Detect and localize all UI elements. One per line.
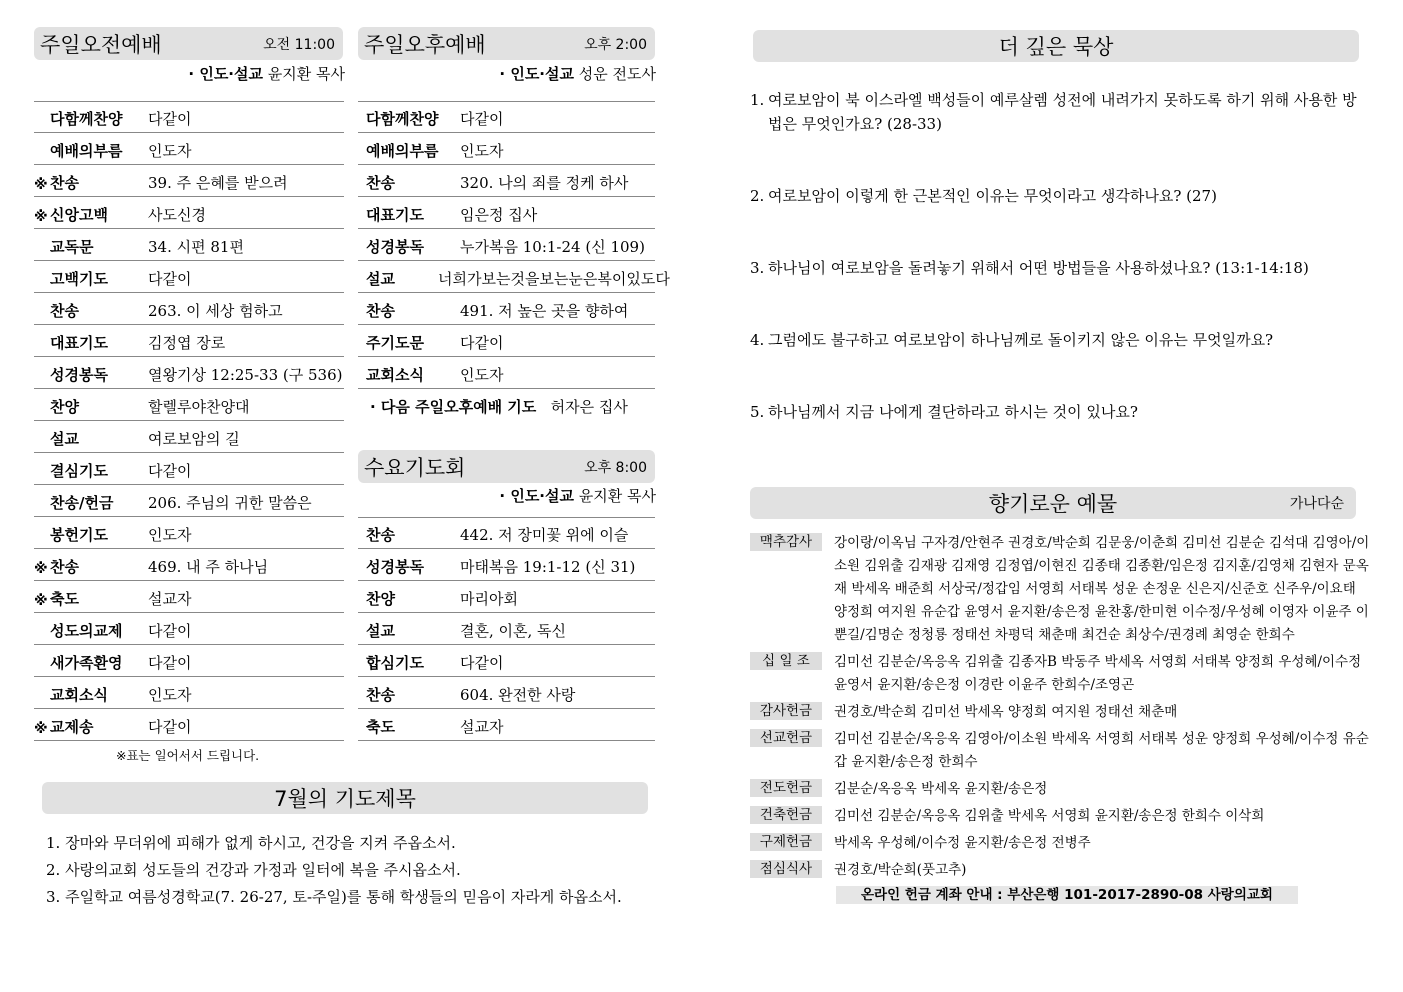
meditation-questions	[750, 88, 1366, 472]
offering-label: 건축헌금	[750, 806, 822, 824]
am_service-value: 사도신경	[148, 206, 206, 224]
am_service-value: 469. 내 주 하나님	[148, 558, 269, 576]
am_service-row	[34, 677, 344, 709]
am_service-label	[34, 204, 146, 225]
offering-label: 선교헌금	[750, 729, 822, 747]
prayer-item: 3. 주일학교 여름성경학교(7. 26-27, 토-주일)를 통해 학생들의 믿음이 자라게 하옵소서.	[46, 888, 622, 906]
am_service-row	[34, 229, 344, 261]
wed-service-leader	[460, 485, 656, 506]
pm_service-value: 491. 저 높은 곳을 향하여	[460, 302, 629, 320]
am_service-row	[34, 325, 344, 357]
pm_service-label-text: 찬송	[366, 174, 395, 192]
offering-label: 구제헌금	[750, 833, 822, 851]
pm_service-row	[358, 229, 655, 261]
am_service-label	[34, 364, 146, 385]
offering-row	[750, 651, 1370, 697]
pm_service-label	[358, 204, 458, 225]
pm_service-value: 다같이	[460, 334, 504, 352]
pm_service-label	[358, 172, 458, 193]
pm-next-label: · 다음 주일오후예배 기도	[370, 398, 537, 416]
pm-leader-name: 성운 전도사	[578, 65, 656, 83]
pm_service-value: 임은정 집사	[460, 206, 538, 224]
am_service-label-text: 새가족환영	[50, 654, 123, 672]
pm-service-header	[358, 27, 655, 60]
pm_service-label-text: 성경봉독	[366, 238, 424, 256]
pm_service-row	[358, 293, 655, 325]
pm-next-prayer	[370, 396, 640, 417]
wed_service-value: 마태복음 19:1-12 (신 31)	[460, 558, 636, 576]
am_service-label-text: 예배의부름	[50, 142, 123, 160]
meditation-question	[750, 256, 1366, 280]
offering-order-note: 가나다순	[1289, 496, 1344, 512]
am_service-label-text: 찬송	[50, 302, 79, 320]
am_service-value: 설교자	[148, 590, 192, 608]
am-leader-label: · 인도·설교	[188, 65, 263, 83]
am_service-row	[34, 485, 344, 517]
am_service-label-text: 찬송/헌금	[50, 494, 114, 512]
meditation-question	[750, 328, 1366, 352]
am_service-value: 인도자	[148, 686, 192, 704]
offering-names: 김미선 김분순/옥응옥 김위출 박세옥 서영희 윤지환/송은정 한희수 이삭희	[834, 808, 1265, 824]
pm_service-value: 누가복음 10:1-24 (신 109)	[460, 238, 645, 256]
am_service-standing-mark: ※	[34, 561, 48, 577]
am_service-label	[34, 492, 146, 513]
am_service-standing-mark: ※	[34, 721, 48, 737]
wed_service-value: 다같이	[460, 654, 504, 672]
am_service-label	[34, 620, 146, 641]
pm_service-value: 너희가보는것을보는눈은복이있도다	[438, 270, 670, 288]
am_service-row	[34, 549, 344, 581]
am_service-label	[34, 524, 146, 545]
pm_service-label	[358, 108, 458, 129]
wed_service-label-text: 성경봉독	[366, 558, 424, 576]
am_service-label-text: 교독문	[50, 238, 94, 256]
offering-names: 김미선 김분순/옥응옥 김위출 김종자B 박동주 박세옥 서영희 서태복 양정희 우성혜/이수정 윤영서 윤지환/송은정 이경란 이윤주 한희수/조영곤	[834, 654, 1362, 693]
am_service-row	[34, 261, 344, 293]
am_service-label	[34, 428, 146, 449]
am_service-row	[34, 165, 344, 197]
am_service-label-text: 찬송	[50, 174, 79, 192]
wed-leader-name: 윤지환 목사	[578, 487, 656, 505]
wed_service-row	[358, 549, 655, 581]
am-service-header	[34, 27, 343, 60]
am_service-value: 263. 이 세상 험하고	[148, 302, 283, 320]
wed_service-row	[358, 517, 655, 549]
question-number: 5.	[750, 403, 765, 421]
offering-list	[750, 532, 1370, 886]
am_service-row	[34, 613, 344, 645]
wed_service-label	[358, 524, 458, 545]
pm_service-row	[358, 261, 670, 293]
prayer-item: 2. 사랑의교회 성도들의 건강과 가정과 일터에 복을 주시옵소서.	[46, 861, 461, 879]
am_service-label	[34, 332, 146, 353]
offering-row	[750, 532, 1370, 647]
am_service-label-text: 봉헌기도	[50, 526, 108, 544]
wed_service-value: 마리아회	[460, 590, 518, 608]
wed-service-order	[358, 517, 655, 741]
am_service-row	[34, 709, 344, 741]
am_service-value: 다같이	[148, 654, 192, 672]
wed_service-label	[358, 684, 458, 705]
am_service-label	[34, 236, 146, 257]
wed_service-row	[358, 709, 655, 741]
offering-names: 김분순/옥응옥 박세옥 윤지환/송은정	[834, 781, 1048, 797]
am_service-row	[34, 421, 344, 453]
wed_service-label	[358, 620, 458, 641]
offering-account: 온라인 헌금 계좌 안내 : 부산은행 101-2017-2890-08 사랑의교회	[836, 886, 1298, 904]
prayer-list	[46, 830, 666, 911]
wed_service-value: 442. 저 장미꽃 위에 이슬	[460, 526, 629, 544]
pm-service-title: 주일오후예배	[364, 32, 486, 57]
pm-service-time: 오후 2:00	[584, 36, 647, 53]
prayer-header: 7월의 기도제목	[42, 782, 648, 814]
pm_service-label	[358, 268, 436, 289]
pm_service-label	[358, 140, 458, 161]
pm_service-label	[358, 236, 458, 257]
meditation-question	[750, 88, 1366, 136]
wed_service-row	[358, 613, 655, 645]
meditation-question	[750, 400, 1366, 424]
am_service-row	[34, 197, 344, 229]
am_service-value: 김정엽 장로	[148, 334, 226, 352]
pm_service-row	[358, 197, 655, 229]
wed_service-label-text: 찬송	[366, 526, 395, 544]
prayer-item: 1. 장마와 무더위에 피해가 없게 하시고, 건강을 지켜 주옵소서.	[46, 834, 456, 852]
am_service-label-text: 성도의교제	[50, 622, 123, 640]
am_service-row	[34, 133, 344, 165]
am_service-label-text: 고백기도	[50, 270, 108, 288]
am_service-value: 다같이	[148, 110, 192, 128]
wed_service-label	[358, 556, 458, 577]
offering-label: 전도헌금	[750, 779, 822, 797]
am-leader-name: 윤지환 목사	[267, 65, 345, 83]
pm_service-label-text: 찬송	[366, 302, 395, 320]
question-text: 하나님께서 지금 나에게 결단하라고 하시는 것이 있나요?	[768, 403, 1138, 421]
am_service-value: 다같이	[148, 622, 192, 640]
am-service-time: 오전 11:00	[263, 36, 335, 53]
am_service-row	[34, 101, 344, 133]
am_service-label-text: 다함께찬양	[50, 110, 123, 128]
pm_service-value: 다같이	[460, 110, 504, 128]
pm_service-label-text: 주기도문	[366, 334, 424, 352]
am_service-label-text: 신앙고백	[50, 206, 108, 224]
wed_service-value: 결혼, 이혼, 독신	[460, 622, 567, 640]
am_service-value: 206. 주님의 귀한 말씀은	[148, 494, 312, 512]
am_service-value: 인도자	[148, 526, 192, 544]
am_service-value: 인도자	[148, 142, 192, 160]
pm_service-label-text: 예배의부름	[366, 142, 439, 160]
am_service-label	[34, 268, 146, 289]
offering-label: 맥추감사	[750, 533, 822, 551]
am_service-label	[34, 652, 146, 673]
question-text: 그럼에도 불구하고 여로보암이 하나님께로 돌이키지 않은 이유는 무엇일까요?	[768, 331, 1274, 349]
am_service-label-text: 교회소식	[50, 686, 108, 704]
pm_service-row	[358, 133, 655, 165]
am-service-title: 주일오전예배	[40, 32, 162, 57]
am_service-label-text: 설교	[50, 430, 79, 448]
am_service-label	[34, 396, 146, 417]
offering-row	[750, 805, 1370, 828]
wed_service-row	[358, 677, 655, 709]
pm_service-row	[358, 325, 655, 357]
am_service-label	[34, 460, 146, 481]
am_service-row	[34, 293, 344, 325]
am_service-label	[34, 172, 146, 193]
am_service-value: 다같이	[148, 462, 192, 480]
am-service-note: ※표는 일어서서 드립니다.	[116, 748, 260, 763]
am_service-row	[34, 517, 344, 549]
wed_service-row	[358, 581, 655, 613]
offering-names: 권경호/박순희 김미선 박세옥 양정희 여지원 정태선 채춘매	[834, 704, 1178, 720]
am_service-label	[34, 588, 146, 609]
am_service-label-text: 찬송	[50, 558, 79, 576]
am_service-label-text: 축도	[50, 590, 79, 608]
pm_service-label	[358, 332, 458, 353]
offering-title: 향기로운 예물	[988, 492, 1118, 516]
am_service-label-text: 대표기도	[50, 334, 108, 352]
am_service-row	[34, 389, 344, 421]
am_service-value: 다같이	[148, 718, 192, 736]
am_service-standing-mark: ※	[34, 209, 48, 225]
wed_service-label-text: 합심기도	[366, 654, 424, 672]
offering-label: 십 일 조	[750, 652, 822, 670]
am_service-label-text: 성경봉독	[50, 366, 108, 384]
question-text: 하나님이 여로보암을 돌려놓기 위해서 어떤 방법들을 사용하셨나요? (13:1-14:18)	[768, 259, 1309, 277]
wed_service-label-text: 설교	[366, 622, 395, 640]
am_service-row	[34, 581, 344, 613]
question-number: 1.	[750, 91, 765, 109]
wed_service-label-text: 찬송	[366, 686, 395, 704]
am_service-label	[34, 108, 146, 129]
wed_service-label	[358, 588, 458, 609]
pm_service-row	[358, 357, 655, 389]
offering-row	[750, 701, 1370, 724]
am_service-label-text: 찬양	[50, 398, 79, 416]
offering-row	[750, 728, 1370, 774]
am_service-row	[34, 645, 344, 677]
offering-header	[750, 487, 1356, 519]
pm-service-leader	[460, 63, 656, 84]
wed_service-row	[358, 645, 655, 677]
pm_service-label	[358, 364, 458, 385]
wed_service-label	[358, 716, 458, 737]
am_service-label	[34, 556, 146, 577]
offering-names: 김미선 김분순/옥응옥 김영아/이소원 박세옥 서영희 서태복 성운 양정희 우성혜/이수정 유순갑 윤지환/송은정 한희수	[834, 731, 1369, 770]
meditation-header: 더 깊은 묵상	[753, 30, 1359, 62]
am-service-leader	[150, 63, 345, 84]
offering-label: 감사헌금	[750, 702, 822, 720]
wed-leader-label: · 인도·설교	[499, 487, 574, 505]
question-text: 여로보암이 이렇게 한 근본적인 이유는 무엇이라고 생각하나요? (27)	[768, 187, 1217, 205]
wed_service-value: 설교자	[460, 718, 504, 736]
pm_service-row	[358, 165, 655, 197]
am_service-value: 할렐루야찬양대	[148, 398, 250, 416]
am_service-label-text: 교제송	[50, 718, 94, 736]
wed_service-label-text: 축도	[366, 718, 395, 736]
am_service-label	[34, 300, 146, 321]
wed-service-title: 수요기도회	[364, 455, 466, 480]
offering-row	[750, 859, 1370, 882]
offering-names: 박세옥 우성혜/이수정 윤지환/송은정 전병주	[834, 835, 1091, 851]
am_service-value: 다같이	[148, 270, 192, 288]
pm_service-value: 인도자	[460, 366, 504, 384]
pm_service-value: 320. 나의 죄를 정케 하사	[460, 174, 629, 192]
pm_service-value: 인도자	[460, 142, 504, 160]
wed_service-label-text: 찬양	[366, 590, 395, 608]
offering-names: 강이랑/이옥님 구자경/안현주 권경호/박순희 김문웅/이춘희 김미선 김분순 김석대 김영아/이소원 김위출 김재광 김재영 김정엽/이현진 김종태 김종환/임은정 김지훈/김영채 김현자 문옥재 박세옥 배준희 서상국/정갑임 서영희 서태복 성운 손정운 신은지/신준호 신주우/이요태 양정희 여지원 유순갑 윤영서 윤지환/송은정 윤찬홍/한미현 이수정/우성혜 이영자 이윤주 이뿐길/김명순 정청룡 정태선 차평덕 채춘매 최건순 최상수/권경례 최영순 한희수	[834, 535, 1370, 643]
am_service-standing-mark: ※	[34, 593, 48, 609]
offering-label: 점심식사	[750, 860, 822, 878]
am_service-value: 34. 시편 81편	[148, 238, 244, 256]
am_service-row	[34, 357, 344, 389]
question-number: 2.	[750, 187, 765, 205]
pm_service-label	[358, 300, 458, 321]
am_service-label	[34, 684, 146, 705]
pm_service-row	[358, 101, 655, 133]
am_service-label-text: 결심기도	[50, 462, 108, 480]
pm_service-label-text: 대표기도	[366, 206, 424, 224]
wed_service-value: 604. 완전한 사랑	[460, 686, 576, 704]
am-service-order	[34, 101, 344, 741]
am_service-value: 여로보암의 길	[148, 430, 240, 448]
pm_service-label-text: 다함께찬양	[366, 110, 439, 128]
meditation-question	[750, 184, 1366, 208]
question-number: 4.	[750, 331, 765, 349]
am_service-row	[34, 453, 344, 485]
offering-names: 권경호/박순희(풋고추)	[834, 862, 967, 878]
offering-row	[750, 832, 1370, 855]
am_service-value: 39. 주 은혜를 받으려	[148, 174, 288, 192]
am_service-value: 열왕기상 12:25-33 (구 536)	[148, 366, 343, 384]
wed-service-time: 오후 8:00	[584, 459, 647, 476]
question-text: 여로보암이 북 이스라엘 백성들이 예루살렘 성전에 내려가지 못하도록 하기 위해 사용한 방법은 무엇인가요? (28-33)	[768, 91, 1357, 133]
pm-next-name: 허자은 집사	[550, 398, 628, 416]
am_service-label	[34, 140, 146, 161]
offering-row	[750, 778, 1370, 801]
pm-service-order	[358, 101, 670, 389]
am_service-standing-mark: ※	[34, 177, 48, 193]
am_service-label	[34, 716, 146, 737]
question-number: 3.	[750, 259, 765, 277]
pm_service-label-text: 교회소식	[366, 366, 424, 384]
pm-leader-label: · 인도·설교	[499, 65, 574, 83]
pm_service-label-text: 설교	[366, 270, 395, 288]
wed-service-header	[358, 450, 655, 483]
wed_service-label	[358, 652, 458, 673]
